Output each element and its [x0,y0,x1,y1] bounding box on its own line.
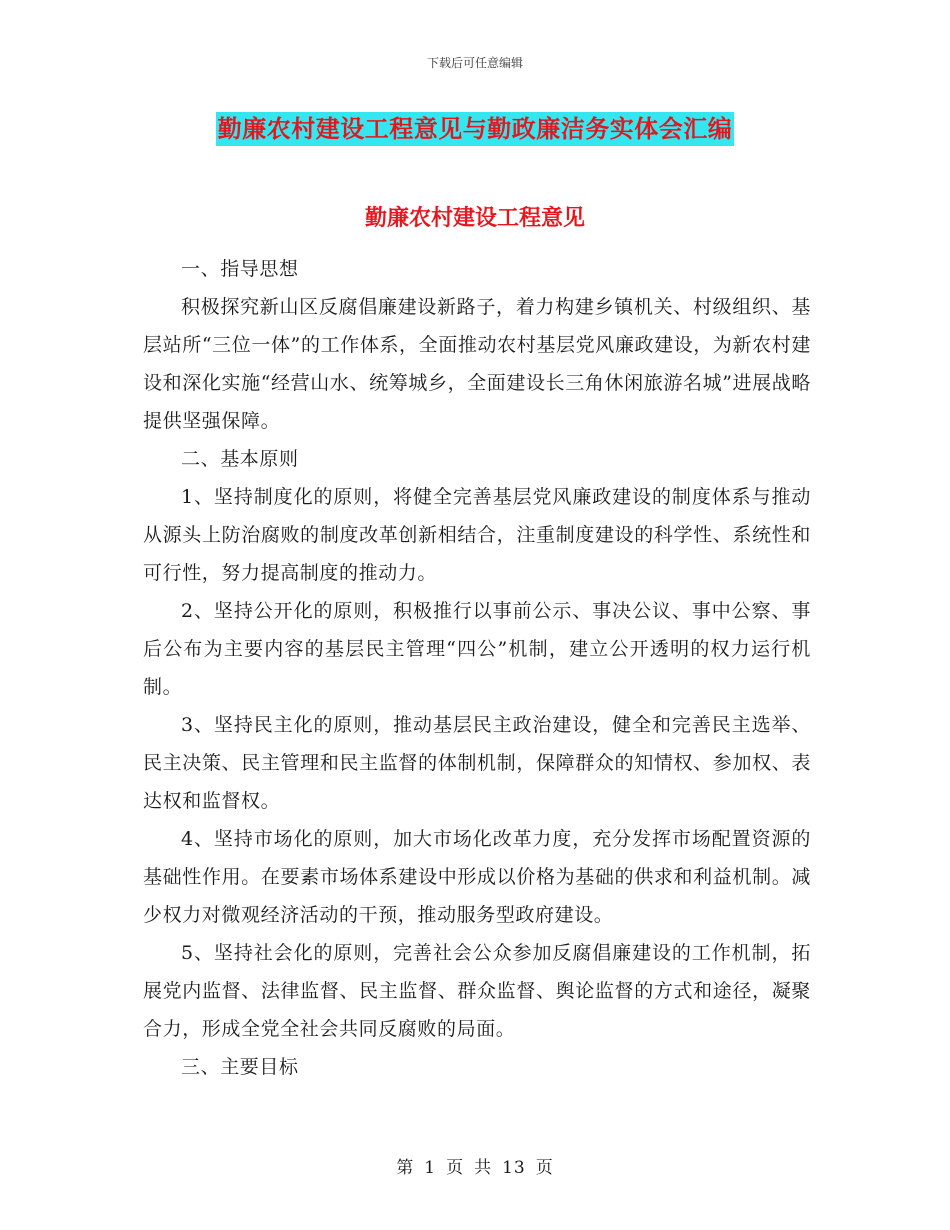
main-title: 勤廉农村建设工程意见与勤政廉洁务实体会汇编 [216,112,735,146]
section-heading-main-goals: 三、主要目标 [181,1056,299,1078]
document-body [143,250,811,1086]
footer-label-ye2: 页 [535,1158,554,1178]
section-heading-guiding-thought: 一、指导思想 [181,258,299,280]
page-footer [0,1153,950,1178]
sub-title: 勤廉农村建设工程意见 [364,205,585,231]
paragraph: 3、坚持民主化的原则，推动基层民主政治建设，健全和完善民主选举、民主决策、民主管理和民主监督的体制机制，保障群众的知情权、参加权、表达权和监督权。 [143,714,811,812]
section-heading-basic-principles: 二、基本原则 [181,448,299,470]
paragraph: 2、坚持公开化的原则，积极推行以事前公示、事决公议、事中公察、事后公布为主要内容的基层民主管理“四公”机制，建立公开透明的权力运行机制。 [143,600,811,698]
footer-label-di: 第 [396,1158,415,1178]
footer-total-pages: 13 [502,1158,526,1178]
paragraph: 积极探究新山区反腐倡廉建设新路子，着力构建乡镇机关、村级组织、基层站所“三位一体”的工作体系，全面推动农村基层党风廉政建设，为新农村建设和深化实施“经营山水、统筹城乡，全面建设长三角休闲旅游名城”进展战略提供坚强保障。 [143,296,811,432]
main-title-wrap [0,112,950,146]
footer-current-page: 1 [424,1158,437,1178]
paragraph: 4、坚持市场化的原则，加大市场化改革力度，充分发挥市场配置资源的基础性作用。在要素市场体系建设中形成以价格为基础的供求和利益机制。减少权力对微观经济活动的干预，推动服务型政府建设。 [143,828,811,926]
paragraph: 5、坚持社会化的原则，完善社会公众参加反腐倡廉建设的工作机制，拓展党内监督、法律监督、民主监督、群众监督、舆论监督的方式和途径，凝聚合力，形成全党全社会共同反腐败的局面。 [143,942,811,1040]
header-note: 下载后可任意编辑 [426,56,523,70]
footer-label-ye: 页 [446,1158,465,1178]
paragraph: 1、坚持制度化的原则，将健全完善基层党风廉政建设的制度体系与推动从源头上防治腐败的制度改革创新相结合，注重制度建设的科学性、系统性和可行性，努力提高制度的推动力。 [143,486,811,584]
footer-label-gong: 共 [474,1158,493,1178]
